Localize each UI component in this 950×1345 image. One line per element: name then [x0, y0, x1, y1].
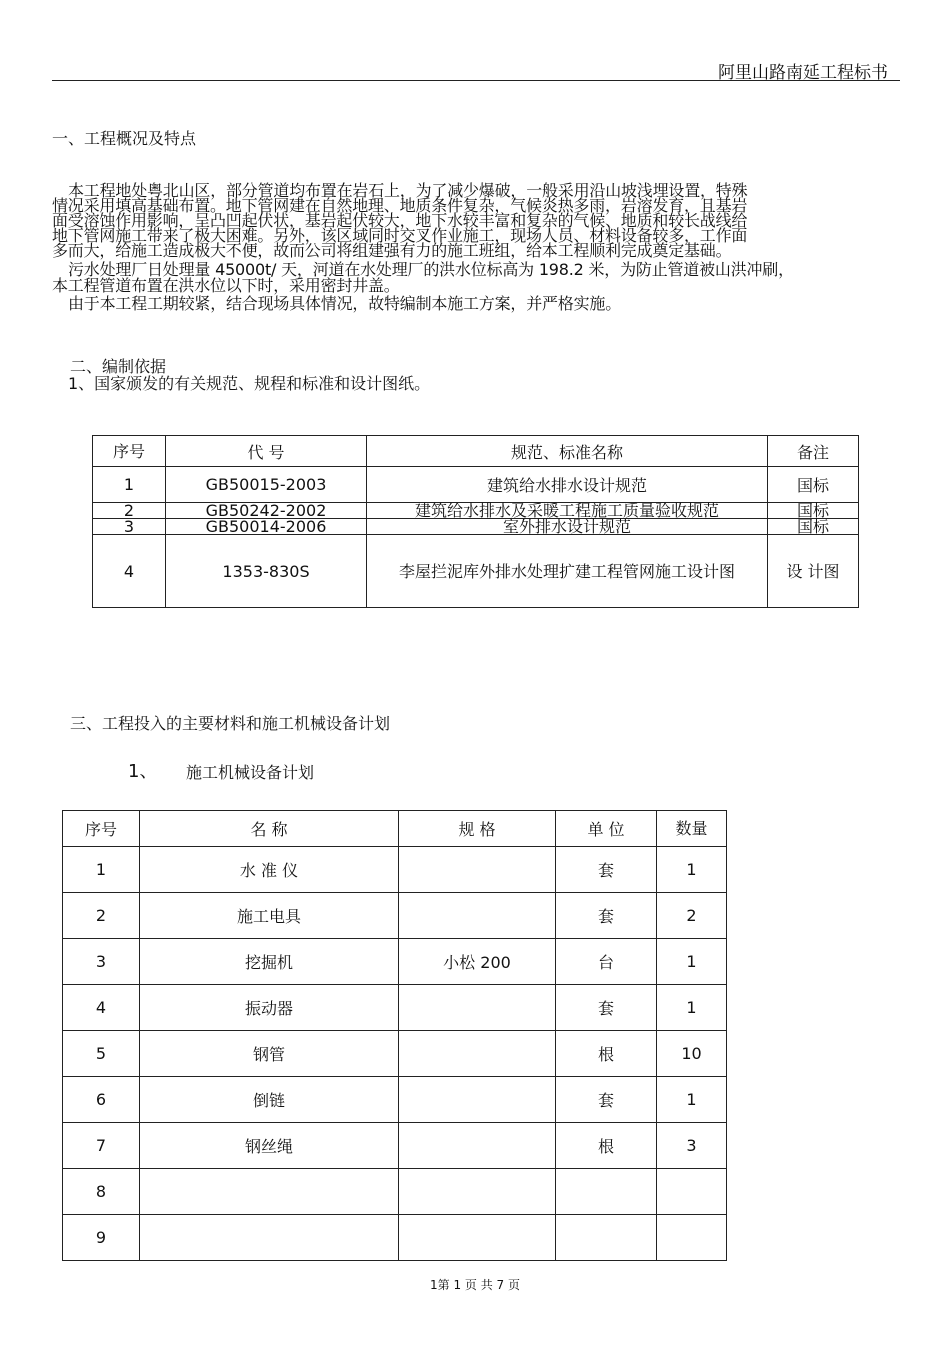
equipment-cell-qty: 1: [657, 985, 727, 1031]
standards-cell-code: 1353-830S: [166, 535, 367, 608]
section1-line-2: 情况采用填高基础布置。地下管网建在自然地理、地质条件复杂，气候炎热多雨，岩溶发育，且基岩: [52, 196, 748, 215]
section3-sub-title: 施工机械设备计划: [186, 763, 315, 782]
equipment-header-qty: 数量: [657, 811, 727, 847]
section2-item1: 1、国家颁发的有关规范、规程和标准和设计图纸。: [68, 374, 431, 393]
equipment-cell-unit: 套: [556, 985, 657, 1031]
section2-title: 二、编制依据: [70, 357, 167, 376]
equipment-header-unit: 单 位: [556, 811, 657, 847]
equipment-header-spec: 规 格: [399, 811, 556, 847]
table-row: [63, 939, 727, 985]
section1-line-5: 多而大，给施工造成极大不便，故而公司将组建强有力的施工班组，给本工程顺利完成奠定基础。: [52, 241, 732, 260]
equipment-cell-seq: 9: [63, 1215, 140, 1261]
equipment-cell-unit: [556, 1215, 657, 1261]
standards-cell-code: GB50014-2006: [166, 519, 367, 535]
header-rule: [52, 80, 900, 81]
equipment-cell-unit: 套: [556, 893, 657, 939]
equipment-cell-qty: 3: [657, 1123, 727, 1169]
equipment-cell-name: [140, 1169, 399, 1215]
section1-line-8: 由于本工程工期较紧，结合现场具体情况，故特编制本施工方案，并严格实施。: [68, 294, 622, 313]
equipment-header-seq: 序号: [63, 811, 140, 847]
equipment-cell-unit: 根: [556, 1123, 657, 1169]
table-row: [63, 985, 727, 1031]
section1-line-3: 面受溶蚀作用影响，呈凸凹起伏状，基岩起伏较大，地下水较丰富和复杂的气候、地质和较长战线给: [52, 211, 748, 230]
equipment-cell-qty: 1: [657, 939, 727, 985]
table-row: [63, 1215, 727, 1261]
standards-header-code: 代 号: [166, 436, 367, 467]
equipment-cell-name: 水 准 仪: [140, 847, 399, 893]
equipment-cell-spec: [399, 1215, 556, 1261]
standards-cell-name: 李屋拦泥库外排水处理扩建工程管网施工设计图: [367, 535, 768, 608]
equipment-cell-unit: 根: [556, 1031, 657, 1077]
standards-cell-name: 建筑给水排水及采暖工程施工质量验收规范: [367, 503, 768, 519]
equipment-cell-name: 挖掘机: [140, 939, 399, 985]
section1-line-6: 污水处理厂日处理量 45000t/ 天，河道在水处理厂的洪水位标高为 198.2 米，为防止管道被山洪冲刷，: [68, 260, 794, 279]
equipment-table: [62, 810, 727, 1261]
equipment-cell-name: [140, 1215, 399, 1261]
standards-cell-seq: 3: [93, 519, 166, 535]
equipment-cell-spec: [399, 985, 556, 1031]
section3-title: 三、工程投入的主要材料和施工机械设备计划: [70, 714, 391, 733]
section3-sub-number: 1、: [128, 761, 158, 782]
section1-line-1: 本工程地处粤北山区，部分管道均布置在岩石上，为了减少爆破，一般采用沿山坡浅埋设置，特殊: [68, 181, 748, 200]
equipment-cell-unit: 台: [556, 939, 657, 985]
standards-cell-seq: 4: [93, 535, 166, 608]
standards-header-note: 备注: [768, 436, 859, 467]
document-header-title: 阿里山路南延工程标书: [718, 63, 888, 83]
equipment-cell-seq: 6: [63, 1077, 140, 1123]
equipment-cell-seq: 5: [63, 1031, 140, 1077]
equipment-cell-qty: 10: [657, 1031, 727, 1077]
standards-cell-code: GB50015-2003: [166, 467, 367, 503]
table-row: [63, 847, 727, 893]
equipment-header-name: 名 称: [140, 811, 399, 847]
section1-title: 一、工程概况及特点: [52, 129, 197, 148]
equipment-cell-seq: 7: [63, 1123, 140, 1169]
standards-header-row: [93, 436, 859, 467]
equipment-cell-qty: 2: [657, 893, 727, 939]
equipment-cell-qty: [657, 1169, 727, 1215]
table-row: [93, 519, 859, 535]
standards-cell-name: 室外排水设计规范: [367, 519, 768, 535]
standards-header-seq: 序号: [93, 436, 166, 467]
equipment-cell-seq: 2: [63, 893, 140, 939]
equipment-cell-spec: [399, 847, 556, 893]
standards-cell-note: 设 计图: [768, 535, 859, 608]
equipment-cell-seq: 1: [63, 847, 140, 893]
standards-cell-seq: 2: [93, 503, 166, 519]
equipment-cell-name: 钢管: [140, 1031, 399, 1077]
standards-cell-seq: 1: [93, 467, 166, 503]
equipment-cell-unit: [556, 1169, 657, 1215]
equipment-cell-name: 振动器: [140, 985, 399, 1031]
standards-header-name: 规范、标准名称: [367, 436, 768, 467]
standards-cell-note: 国标: [768, 467, 859, 503]
table-row: [63, 1077, 727, 1123]
table-row: [63, 1123, 727, 1169]
equipment-cell-name: 倒链: [140, 1077, 399, 1123]
equipment-cell-unit: 套: [556, 1077, 657, 1123]
table-row: [63, 1031, 727, 1077]
equipment-cell-qty: 1: [657, 1077, 727, 1123]
equipment-cell-unit: 套: [556, 847, 657, 893]
equipment-cell-seq: 4: [63, 985, 140, 1031]
standards-cell-note: 国标: [768, 519, 859, 535]
equipment-cell-spec: [399, 1169, 556, 1215]
equipment-cell-seq: 8: [63, 1169, 140, 1215]
section1-line-7: 本工程管道布置在洪水位以下时，采用密封井盖。: [52, 276, 400, 295]
equipment-cell-seq: 3: [63, 939, 140, 985]
equipment-cell-qty: [657, 1215, 727, 1261]
equipment-cell-spec: 小松 200: [399, 939, 556, 985]
standards-cell-name: 建筑给水排水设计规范: [367, 467, 768, 503]
table-row: [93, 535, 859, 608]
equipment-cell-spec: [399, 1031, 556, 1077]
equipment-cell-name: 施工电具: [140, 893, 399, 939]
equipment-cell-name: 钢丝绳: [140, 1123, 399, 1169]
table-row: [93, 467, 859, 503]
standards-cell-note: 国标: [768, 503, 859, 519]
standards-cell-code: GB50242-2002: [166, 503, 367, 519]
equipment-cell-qty: 1: [657, 847, 727, 893]
standards-table: [92, 435, 859, 608]
table-row: [63, 893, 727, 939]
equipment-header-row: [63, 811, 727, 847]
section1-line-4: 地下管网施工带来了极大困难。另外，该区域同时交叉作业施工，现场人员、材料设备较多，工作面: [52, 226, 748, 245]
equipment-cell-spec: [399, 1077, 556, 1123]
table-row: [63, 1169, 727, 1215]
equipment-cell-spec: [399, 893, 556, 939]
page-footer: 1第 1 页 共 7 页: [430, 1278, 520, 1292]
equipment-cell-spec: [399, 1123, 556, 1169]
